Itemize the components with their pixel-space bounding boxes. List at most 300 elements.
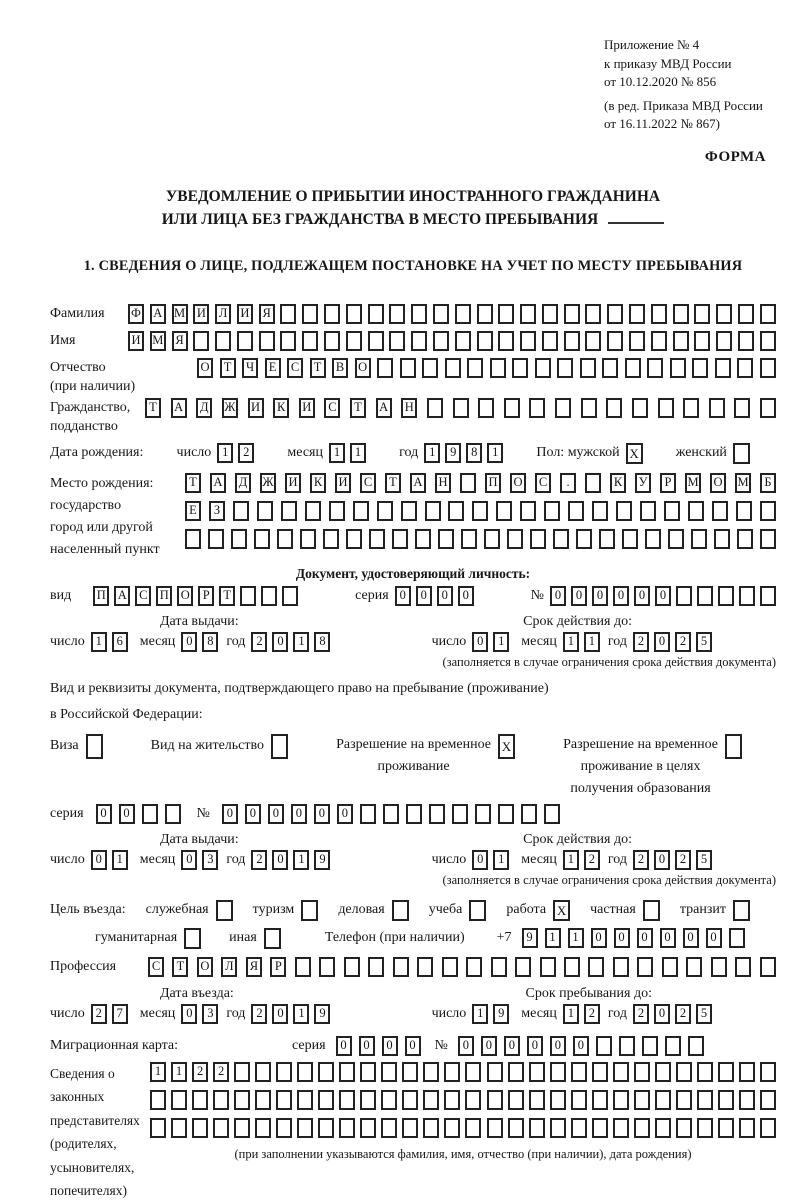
char-cell[interactable] [193,331,209,351]
char-cell[interactable] [171,1118,187,1138]
char-cell[interactable] [662,957,678,977]
char-cell[interactable] [393,957,409,977]
char-cell[interactable] [520,304,536,324]
char-cell[interactable] [521,804,537,824]
char-cell[interactable] [673,304,689,324]
char-cell[interactable]: 0 [504,1036,520,1056]
char-cell[interactable] [655,1062,671,1082]
char-cell[interactable] [422,358,438,378]
char-cell[interactable] [477,331,493,351]
char-cell[interactable]: Я [172,331,188,351]
char-cell[interactable] [460,473,476,493]
char-cell[interactable]: 0 [613,586,629,606]
char-cell[interactable]: М [172,304,188,324]
rvp-checkbox[interactable]: X [498,734,515,759]
char-cell[interactable] [455,304,471,324]
char-cell[interactable]: Е [265,358,281,378]
char-cell[interactable] [686,957,702,977]
char-cell[interactable]: Б [760,473,776,493]
char-cell[interactable] [588,957,604,977]
char-cell[interactable]: 1 [493,632,509,652]
char-cell[interactable] [714,529,730,549]
char-cell[interactable] [423,1118,439,1138]
char-cell[interactable]: Т [145,398,161,418]
char-cell[interactable]: 2 [251,632,267,652]
char-cell[interactable] [550,1062,566,1082]
char-cell[interactable] [280,331,296,351]
char-cell[interactable]: А [114,586,130,606]
char-cell[interactable] [353,501,369,521]
char-cell[interactable] [542,304,558,324]
char-cell[interactable] [498,304,514,324]
char-cell[interactable] [389,304,405,324]
char-cell[interactable] [735,957,751,977]
char-cell[interactable]: 0 [245,804,261,824]
char-cell[interactable] [625,358,641,378]
char-cell[interactable] [400,358,416,378]
char-cell[interactable]: 0 [472,632,488,652]
char-cell[interactable]: О [177,586,193,606]
char-cell[interactable] [712,501,728,521]
char-cell[interactable]: 0 [655,586,671,606]
char-cell[interactable]: С [360,473,376,493]
char-cell[interactable]: С [324,398,340,418]
char-cell[interactable] [240,586,256,606]
char-cell[interactable] [634,1062,650,1082]
char-cell[interactable] [729,928,745,948]
char-cell[interactable] [305,501,321,521]
char-cell[interactable] [319,957,335,977]
char-cell[interactable] [467,358,483,378]
char-cell[interactable] [544,501,560,521]
char-cell[interactable]: 0 [571,586,587,606]
char-cell[interactable]: 1 [91,632,107,652]
char-cell[interactable]: М [685,473,701,493]
char-cell[interactable]: С [287,358,303,378]
char-cell[interactable] [602,358,618,378]
char-cell[interactable] [402,1062,418,1082]
char-cell[interactable] [368,957,384,977]
char-cell[interactable]: 2 [192,1062,208,1082]
char-cell[interactable] [550,1090,566,1110]
char-cell[interactable] [683,398,699,418]
char-cell[interactable] [642,1036,658,1056]
char-cell[interactable] [508,1118,524,1138]
char-cell[interactable] [619,1036,635,1056]
char-cell[interactable] [402,1090,418,1110]
char-cell[interactable] [344,957,360,977]
char-cell[interactable] [150,1118,166,1138]
char-cell[interactable] [632,398,648,418]
rvp-education-checkbox[interactable] [725,734,742,759]
char-cell[interactable] [651,331,667,351]
char-cell[interactable] [150,1090,166,1110]
char-cell[interactable]: 0 [683,928,699,948]
char-cell[interactable] [716,331,732,351]
char-cell[interactable]: В [332,358,348,378]
char-cell[interactable]: С [535,473,551,493]
sex-female-checkbox[interactable] [733,443,750,464]
char-cell[interactable] [496,501,512,521]
char-cell[interactable] [515,957,531,977]
char-cell[interactable] [318,1090,334,1110]
char-cell[interactable] [760,1062,776,1082]
char-cell[interactable] [622,529,638,549]
char-cell[interactable]: Т [185,473,201,493]
char-cell[interactable] [402,1118,418,1138]
char-cell[interactable]: 0 [181,850,197,870]
char-cell[interactable] [297,1090,313,1110]
char-cell[interactable]: О [710,473,726,493]
char-cell[interactable]: 0 [272,850,288,870]
char-cell[interactable]: Д [235,473,251,493]
char-cell[interactable]: 0 [481,1036,497,1056]
char-cell[interactable] [592,1090,608,1110]
char-cell[interactable]: 1 [584,632,600,652]
char-cell[interactable]: 2 [584,1004,600,1024]
char-cell[interactable] [529,1118,545,1138]
char-cell[interactable]: Т [219,586,235,606]
char-cell[interactable] [213,1118,229,1138]
char-cell[interactable] [540,957,556,977]
char-cell[interactable]: 1 [563,850,579,870]
char-cell[interactable]: 0 [458,1036,474,1056]
char-cell[interactable] [444,1062,460,1082]
char-cell[interactable]: 9 [522,928,538,948]
char-cell[interactable]: 1 [217,443,233,463]
char-cell[interactable]: 0 [654,632,670,652]
char-cell[interactable] [651,304,667,324]
char-cell[interactable]: 0 [706,928,722,948]
sex-male-checkbox[interactable]: X [626,443,643,464]
char-cell[interactable] [297,1062,313,1082]
char-cell[interactable]: 9 [445,443,461,463]
char-cell[interactable] [676,1090,692,1110]
char-cell[interactable]: С [148,957,164,977]
char-cell[interactable]: 1 [563,1004,579,1024]
char-cell[interactable] [461,529,477,549]
char-cell[interactable]: 1 [150,1062,166,1082]
char-cell[interactable] [760,501,776,521]
char-cell[interactable] [716,304,732,324]
char-cell[interactable] [760,398,776,418]
char-cell[interactable] [564,331,580,351]
char-cell[interactable]: 0 [527,1036,543,1056]
purpose-transit-checkbox[interactable] [733,900,750,921]
char-cell[interactable]: 0 [359,1036,375,1056]
char-cell[interactable] [709,398,725,418]
char-cell[interactable] [389,331,405,351]
char-cell[interactable]: 2 [675,850,691,870]
char-cell[interactable] [295,957,311,977]
char-cell[interactable] [300,529,316,549]
char-cell[interactable]: 1 [171,1062,187,1082]
char-cell[interactable] [360,1118,376,1138]
char-cell[interactable]: 0 [614,928,630,948]
char-cell[interactable] [377,358,393,378]
char-cell[interactable] [737,358,753,378]
char-cell[interactable] [664,501,680,521]
char-cell[interactable] [192,1090,208,1110]
char-cell[interactable]: Д [196,398,212,418]
char-cell[interactable] [406,804,422,824]
char-cell[interactable]: 0 [272,1004,288,1024]
char-cell[interactable]: Т [220,358,236,378]
purpose-other-checkbox[interactable] [264,928,281,949]
char-cell[interactable] [760,957,776,977]
char-cell[interactable] [392,529,408,549]
char-cell[interactable] [737,529,753,549]
char-cell[interactable] [466,957,482,977]
char-cell[interactable] [329,501,345,521]
char-cell[interactable]: 1 [563,632,579,652]
char-cell[interactable] [508,1062,524,1082]
char-cell[interactable] [231,529,247,549]
char-cell[interactable]: 2 [238,443,254,463]
char-cell[interactable]: 0 [395,586,411,606]
char-cell[interactable] [433,304,449,324]
char-cell[interactable] [739,1090,755,1110]
char-cell[interactable]: 1 [293,632,309,652]
char-cell[interactable] [429,804,445,824]
char-cell[interactable]: А [150,304,166,324]
char-cell[interactable] [438,529,454,549]
char-cell[interactable] [697,1062,713,1082]
char-cell[interactable]: 5 [696,850,712,870]
char-cell[interactable]: 0 [222,804,238,824]
char-cell[interactable] [346,529,362,549]
char-cell[interactable] [535,358,551,378]
char-cell[interactable] [616,501,632,521]
char-cell[interactable]: Я [246,957,262,977]
char-cell[interactable] [297,1118,313,1138]
char-cell[interactable]: 0 [550,586,566,606]
purpose-work-checkbox[interactable]: X [553,900,570,921]
char-cell[interactable]: 0 [119,804,135,824]
char-cell[interactable]: И [193,304,209,324]
char-cell[interactable] [491,957,507,977]
char-cell[interactable] [613,1118,629,1138]
char-cell[interactable] [580,358,596,378]
char-cell[interactable]: 2 [675,1004,691,1024]
char-cell[interactable] [369,529,385,549]
char-cell[interactable] [676,1118,692,1138]
char-cell[interactable] [694,331,710,351]
char-cell[interactable]: 1 [350,443,366,463]
char-cell[interactable]: 8 [314,632,330,652]
char-cell[interactable] [691,529,707,549]
char-cell[interactable]: 2 [633,1004,649,1024]
char-cell[interactable]: И [128,331,144,351]
char-cell[interactable] [634,1118,650,1138]
char-cell[interactable] [760,586,776,606]
char-cell[interactable] [697,586,713,606]
char-cell[interactable] [215,331,231,351]
char-cell[interactable]: К [273,398,289,418]
char-cell[interactable] [444,1118,460,1138]
char-cell[interactable] [553,529,569,549]
char-cell[interactable] [760,1090,776,1110]
char-cell[interactable] [453,398,469,418]
char-cell[interactable]: 0 [654,850,670,870]
char-cell[interactable]: 0 [654,1004,670,1024]
char-cell[interactable]: 2 [633,850,649,870]
char-cell[interactable] [192,1118,208,1138]
char-cell[interactable]: Н [401,398,417,418]
char-cell[interactable]: Я [259,304,275,324]
char-cell[interactable] [444,1090,460,1110]
char-cell[interactable]: 0 [405,1036,421,1056]
char-cell[interactable]: И [248,398,264,418]
char-cell[interactable]: М [150,331,166,351]
char-cell[interactable]: 0 [458,586,474,606]
char-cell[interactable]: 0 [472,850,488,870]
char-cell[interactable] [411,304,427,324]
purpose-business-checkbox[interactable] [392,900,409,921]
char-cell[interactable] [571,1062,587,1082]
char-cell[interactable] [425,501,441,521]
purpose-private-checkbox[interactable] [643,900,660,921]
char-cell[interactable] [576,529,592,549]
char-cell[interactable] [694,304,710,324]
char-cell[interactable] [360,1090,376,1110]
char-cell[interactable] [423,1090,439,1110]
char-cell[interactable] [555,398,571,418]
char-cell[interactable]: 8 [466,443,482,463]
char-cell[interactable] [475,804,491,824]
char-cell[interactable]: Т [172,957,188,977]
char-cell[interactable]: 1 [545,928,561,948]
char-cell[interactable] [318,1062,334,1082]
char-cell[interactable]: 3 [202,850,218,870]
char-cell[interactable] [276,1062,292,1082]
char-cell[interactable]: 0 [660,928,676,948]
char-cell[interactable] [381,1090,397,1110]
char-cell[interactable] [346,331,362,351]
char-cell[interactable] [739,1118,755,1138]
char-cell[interactable] [629,331,645,351]
char-cell[interactable] [607,331,623,351]
char-cell[interactable] [324,304,340,324]
purpose-official-checkbox[interactable] [216,900,233,921]
char-cell[interactable] [557,358,573,378]
char-cell[interactable] [606,398,622,418]
char-cell[interactable] [613,1090,629,1110]
char-cell[interactable] [427,398,443,418]
char-cell[interactable]: . [560,473,576,493]
char-cell[interactable] [613,957,629,977]
char-cell[interactable] [452,804,468,824]
char-cell[interactable] [676,586,692,606]
char-cell[interactable]: А [171,398,187,418]
char-cell[interactable]: Л [215,304,231,324]
char-cell[interactable] [302,331,318,351]
char-cell[interactable]: Т [350,398,366,418]
char-cell[interactable] [592,501,608,521]
char-cell[interactable]: И [237,304,253,324]
char-cell[interactable]: П [93,586,109,606]
char-cell[interactable]: 2 [584,850,600,870]
char-cell[interactable] [760,358,776,378]
char-cell[interactable] [142,804,158,824]
char-cell[interactable] [281,501,297,521]
char-cell[interactable] [255,1090,271,1110]
visa-checkbox[interactable] [86,734,103,759]
char-cell[interactable] [323,529,339,549]
char-cell[interactable]: Р [270,957,286,977]
char-cell[interactable]: 1 [329,443,345,463]
char-cell[interactable] [465,1090,481,1110]
char-cell[interactable] [592,1062,608,1082]
char-cell[interactable] [760,1118,776,1138]
char-cell[interactable] [381,1062,397,1082]
char-cell[interactable]: 1 [112,850,128,870]
char-cell[interactable] [346,304,362,324]
char-cell[interactable] [520,331,536,351]
char-cell[interactable]: 2 [251,1004,267,1024]
char-cell[interactable]: Ф [128,304,144,324]
char-cell[interactable]: 0 [550,1036,566,1056]
char-cell[interactable] [477,304,493,324]
char-cell[interactable] [234,1062,250,1082]
char-cell[interactable] [592,1118,608,1138]
char-cell[interactable]: И [335,473,351,493]
char-cell[interactable] [255,1062,271,1082]
char-cell[interactable]: К [610,473,626,493]
char-cell[interactable] [647,358,663,378]
char-cell[interactable] [585,473,601,493]
char-cell[interactable] [738,304,754,324]
char-cell[interactable]: 0 [634,586,650,606]
char-cell[interactable] [634,1090,650,1110]
char-cell[interactable] [411,331,427,351]
char-cell[interactable]: 0 [573,1036,589,1056]
char-cell[interactable] [255,1118,271,1138]
purpose-humanitarian-checkbox[interactable] [184,928,201,949]
char-cell[interactable] [718,1118,734,1138]
char-cell[interactable]: П [156,586,172,606]
char-cell[interactable]: 9 [493,1004,509,1024]
char-cell[interactable]: 0 [181,1004,197,1024]
char-cell[interactable] [423,1062,439,1082]
char-cell[interactable] [673,331,689,351]
char-cell[interactable]: А [376,398,392,418]
char-cell[interactable] [585,304,601,324]
char-cell[interactable] [564,304,580,324]
char-cell[interactable] [718,1090,734,1110]
char-cell[interactable]: Т [385,473,401,493]
char-cell[interactable]: 7 [112,1004,128,1024]
char-cell[interactable]: 0 [91,850,107,870]
char-cell[interactable] [465,1062,481,1082]
char-cell[interactable] [658,398,674,418]
char-cell[interactable] [697,1090,713,1110]
char-cell[interactable]: О [510,473,526,493]
char-cell[interactable] [368,331,384,351]
char-cell[interactable] [655,1090,671,1110]
char-cell[interactable] [276,1118,292,1138]
char-cell[interactable] [417,957,433,977]
char-cell[interactable] [718,1062,734,1082]
char-cell[interactable] [739,1062,755,1082]
char-cell[interactable] [254,529,270,549]
char-cell[interactable] [665,1036,681,1056]
char-cell[interactable] [711,957,727,977]
char-cell[interactable] [718,586,734,606]
char-cell[interactable] [498,804,514,824]
char-cell[interactable]: Р [660,473,676,493]
char-cell[interactable]: 5 [696,1004,712,1024]
